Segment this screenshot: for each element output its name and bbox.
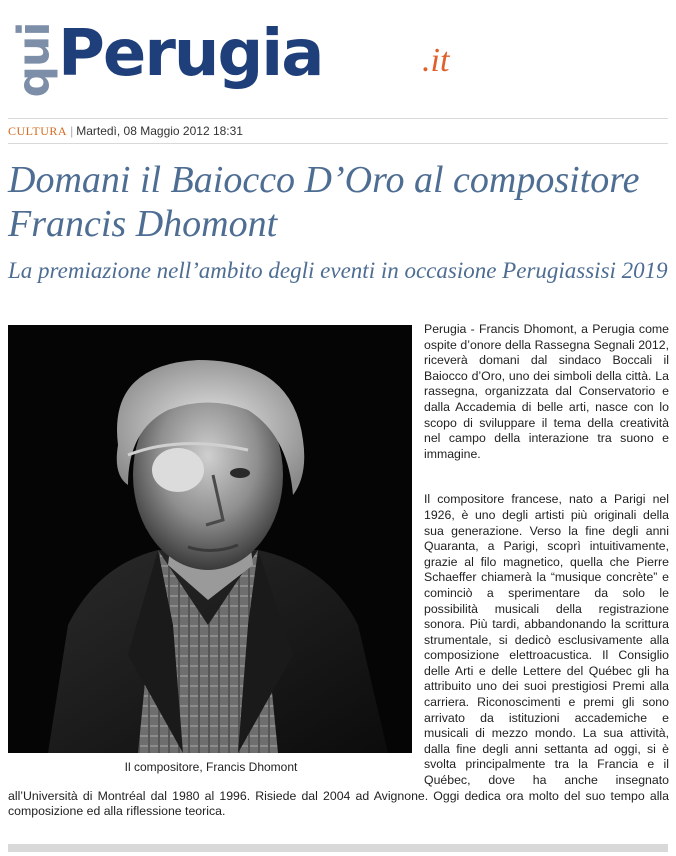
meta-separator: | [70,124,74,138]
article-figure [8,325,414,775]
article-meta [8,118,668,144]
article-paragraph: Il compositore francese, nato a Parigi nel 1926, è uno degli artisti più originali della sua generazione. Verso la fine degli anni Quaranta, a Parigi, scoprì intuitivamente, grazie al filo magnetico, quella che Pierre Schaeffer chiamerà la “musique concrète” e cominciò a sperimentare da solo le possibilità musicali della registrazione sonora. Più tardi, abbandonando la scrittura strumentale, si dedicò esclusivamente alla composizione elettroacustica. Il Consiglio delle Arti e delle Lettere del Québec gli ha attribuito uno dei suoi prestigiosi Premi alla carriera. Riconoscimenti e premi gli sono arrivato da istituzioni accademiche e musicali di mezzo mondo. La sua attività, dalla fine degli anni settanta ad oggi, si è svolta principalmente tra la Francia e il Québec, dove ha anche insegnato all’Università di Montréal dal 1980 al 1996. Risiede dal 2004 ad Avignone. Oggi dedica ora molto del suo tempo alla composizione ed alla riflessione teorica. [8,492,669,819]
article-subtitle: La premiazione nell’ambito degli eventi in occasione Perugiassisi 2019 [8,258,668,283]
article-title: Domani il Baiocco D’Oro al compositore Francis Dhomont [8,159,640,245]
portrait-photo [8,325,412,753]
logo-name: Perugia [58,17,323,91]
content-divider [8,844,668,852]
portrait-illustration [8,325,412,753]
site-logo[interactable] [8,4,668,112]
article-paragraph: Perugia - Francis Dhomont, a Perugia come ospite d’onore della Rassegna Segnali 2012, riceverà domani dal sindaco Boccali il Baiocco d’Oro, uno dei simboli della città. La rassegna, organizzata dal Conservatorio e dalla Accademia di belle arti, nasce con lo scopo di sviluppare il tema della creatività nel campo della interazione tra suono e immagine. [424,322,669,461]
article-body [8,322,669,820]
logo-prefix-box [8,14,60,106]
section-link[interactable]: CULTURA [8,124,68,138]
image-caption: Il compositore, Francis Dhomont [124,760,298,774]
logo-suffix: .it [422,42,450,79]
publish-date: Martedì, 08 Maggio 2012 18:31 [76,124,243,138]
logo-prefix: qui [8,22,60,98]
